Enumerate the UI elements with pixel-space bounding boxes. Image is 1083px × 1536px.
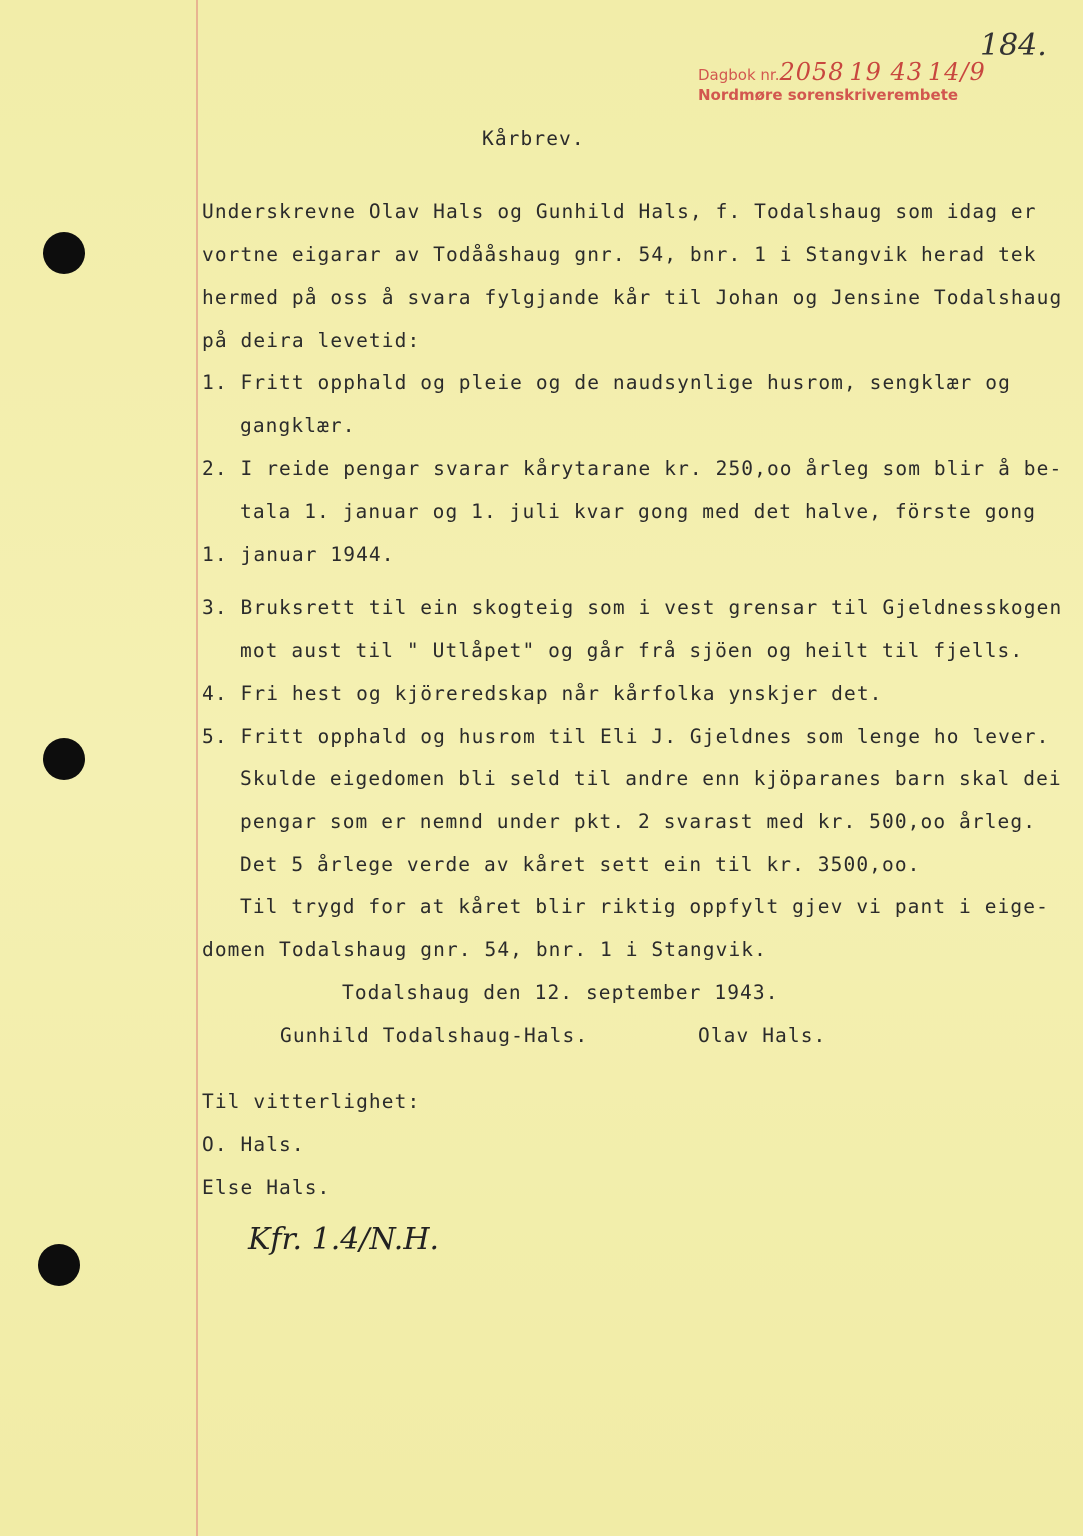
- stamp-year: 19 43: [849, 58, 924, 86]
- document-title: Kårbrev.: [482, 127, 585, 150]
- body-line: vortne eigarar av Todååshaug gnr. 54, bnr. 1 i Stangvik herad tek: [202, 243, 1037, 266]
- punch-hole: [38, 1244, 80, 1286]
- body-line: mot aust til " Utlåpet" og går frå sjöen og heilt til fjells.: [240, 639, 1024, 662]
- body-line: 4. Fri hest og kjöreredskap når kårfolka ynskjer det.: [202, 682, 883, 705]
- signatory: Olav Hals.: [698, 1024, 827, 1047]
- signatory: Gunhild Todalshaug-Hals.: [280, 1024, 589, 1047]
- body-line: Skulde eigedomen bli seld til andre enn kjöparanes barn skal dei: [240, 767, 1062, 790]
- body-line: hermed på oss å svara fylgjande kår til Johan og Jensine Todalshaug: [202, 286, 1063, 309]
- body-line: Det 5 årlege verde av kåret sett ein til kr. 3500,oo.: [240, 853, 921, 876]
- body-line: Til trygd for at kåret blir riktig oppfylt gjev vi pant i eige-: [240, 895, 1049, 918]
- stamp-date: 14/9: [927, 58, 986, 86]
- page-number: 184.: [980, 28, 1047, 63]
- witness-name: Else Hals.: [202, 1176, 331, 1199]
- body-line: 2. I reide pengar svarar kårytarane kr. 250,oo årleg som blir å be-: [202, 457, 1063, 480]
- body-line: 1. Fritt opphald og pleie og de naudsynlige husrom, sengklær og: [202, 371, 1011, 394]
- body-line: Underskrevne Olav Hals og Gunhild Hals, f. Todalshaug som idag er: [202, 200, 1037, 223]
- punch-hole: [43, 232, 85, 274]
- margin-rule: [196, 0, 198, 1536]
- punch-hole: [43, 738, 85, 780]
- witness-heading: Til vitterlighet:: [202, 1090, 421, 1113]
- registry-stamp: [698, 58, 986, 86]
- body-line: domen Todalshaug gnr. 54, bnr. 1 i Stangvik.: [202, 938, 767, 961]
- stamp-prefix: Dagbok nr.: [698, 66, 780, 84]
- body-line: tala 1. januar og 1. juli kvar gong med det halve, förste gong: [240, 500, 1037, 523]
- body-line: 3. Bruksrett til ein skogteig som i vest grensar til Gjeldnesskogen: [202, 596, 1063, 619]
- body-line: gangklær.: [240, 414, 356, 437]
- body-line: 1. januar 1944.: [202, 543, 395, 566]
- handwritten-note: Kfr. 1.4/N.H.: [248, 1222, 440, 1257]
- witness-name: O. Hals.: [202, 1133, 305, 1156]
- stamp-office: Nordmøre sorenskriverembete: [698, 86, 959, 104]
- stamp-number: 2058: [779, 58, 845, 86]
- body-line: 5. Fritt opphald og husrom til Eli J. Gjeldnes som lenge ho lever.: [202, 725, 1050, 748]
- body-line: på deira levetid:: [202, 329, 421, 352]
- body-line: pengar som er nemnd under pkt. 2 svarast med kr. 500,oo årleg.: [240, 810, 1037, 833]
- place-date: Todalshaug den 12. september 1943.: [342, 981, 779, 1004]
